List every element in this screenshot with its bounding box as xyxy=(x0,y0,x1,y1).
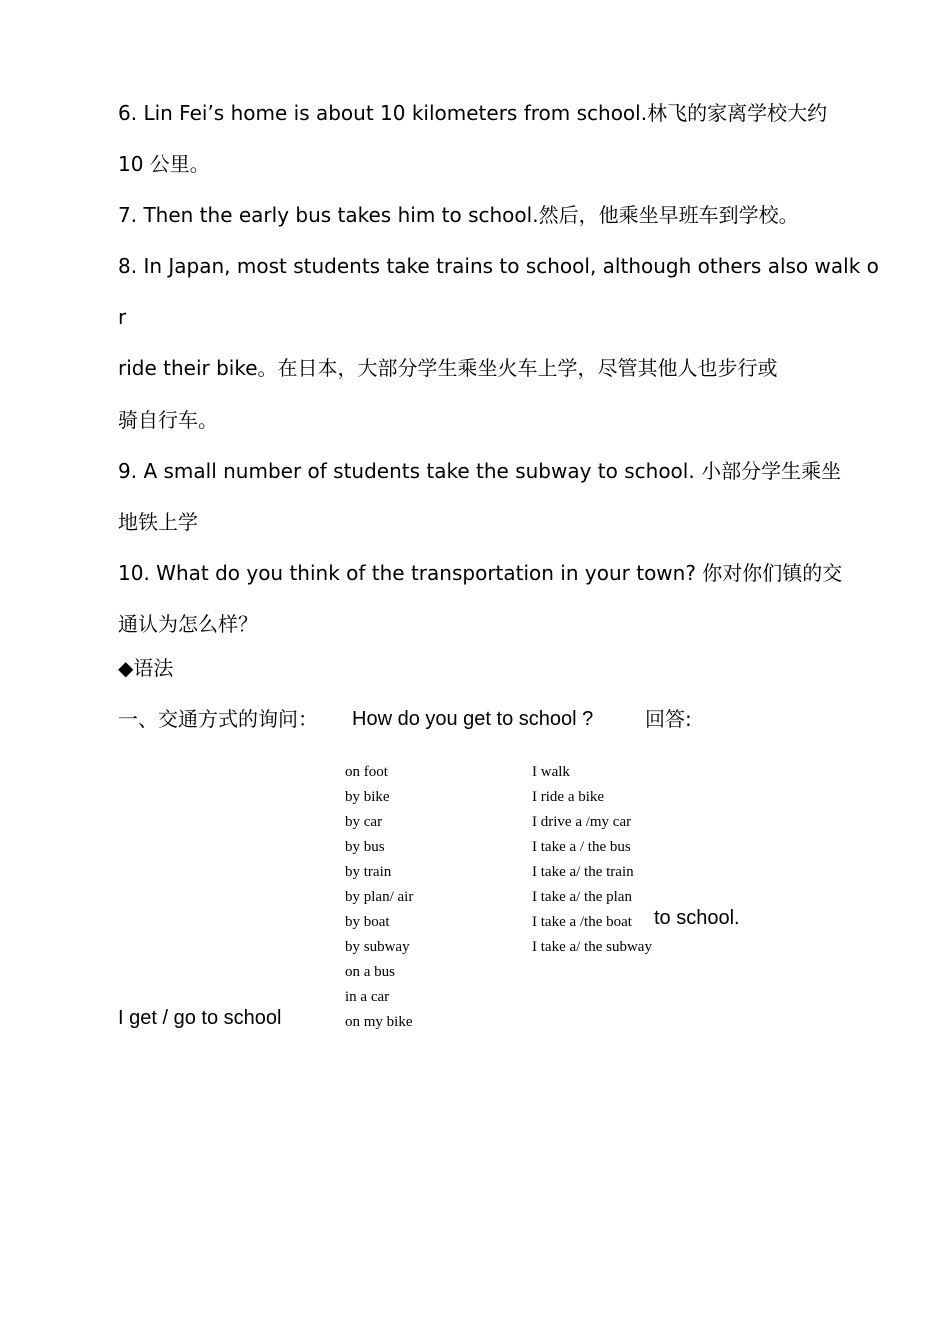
sentence-10a: 10. What do you think of the transportation in your town? 你对你们镇的交 xyxy=(118,561,843,585)
list-item: by train xyxy=(345,864,392,880)
grammar-heading: ◆语法 xyxy=(118,656,174,680)
list-item: I walk xyxy=(532,764,570,780)
list-item: by bus xyxy=(345,839,385,855)
list-item: I take a/ the subway xyxy=(532,939,652,955)
sentence-8b: r xyxy=(118,305,127,329)
list-item: by subway xyxy=(345,939,410,955)
sentence-9b: 地铁上学 xyxy=(118,510,198,534)
i-get-go-text: I get / go to school xyxy=(118,1007,282,1029)
sentence-8a: 8. In Japan, most students take trains to school, although others also walk o xyxy=(118,254,879,278)
question-text: How do you get to school ? xyxy=(352,708,594,730)
transport-list-left xyxy=(345,762,413,1037)
list-item: by plan/ air xyxy=(345,889,414,905)
sentence-6a: 6. Lin Fei’s home is about 10 kilometers from school.林飞的家离学校大约 xyxy=(118,101,828,125)
sentence-8c: ride their bike。在日本，大部分学生乘坐火车上学，尽管其他人也步行或 xyxy=(118,356,778,380)
sentence-10b: 通认为怎么样？ xyxy=(118,612,258,636)
list-item: I take a / the bus xyxy=(532,839,631,855)
list-item: by bike xyxy=(345,789,390,805)
list-item: I take a /the boat xyxy=(532,914,632,930)
list-item: I drive a /my car xyxy=(532,814,632,830)
list-item: on foot xyxy=(345,764,388,780)
list-item: I take a/ the train xyxy=(532,864,634,880)
to-school-text: to school. xyxy=(654,907,740,929)
list-item: I take a/ the plan xyxy=(532,889,632,905)
sentence-9a: 9. A small number of students take the subway to school. 小部分学生乘坐 xyxy=(118,459,842,483)
list-item: I ride a bike xyxy=(532,789,605,805)
sentence-6b: 10 公里。 xyxy=(118,152,210,176)
list-item: on a bus xyxy=(345,964,395,980)
list-item: in a car xyxy=(345,989,390,1005)
list-item: by boat xyxy=(345,914,390,930)
list-item: on my bike xyxy=(345,1014,413,1030)
transport-list-right xyxy=(532,762,652,962)
question-label: 一、交通方式的询问： xyxy=(118,707,318,731)
list-item: by car xyxy=(345,814,383,830)
answer-label: 回答: xyxy=(645,707,692,731)
sentence-7: 7. Then the early bus takes him to school.然后，他乘坐早班车到学校。 xyxy=(118,203,799,227)
sentence-8d: 骑自行车。 xyxy=(118,408,218,432)
